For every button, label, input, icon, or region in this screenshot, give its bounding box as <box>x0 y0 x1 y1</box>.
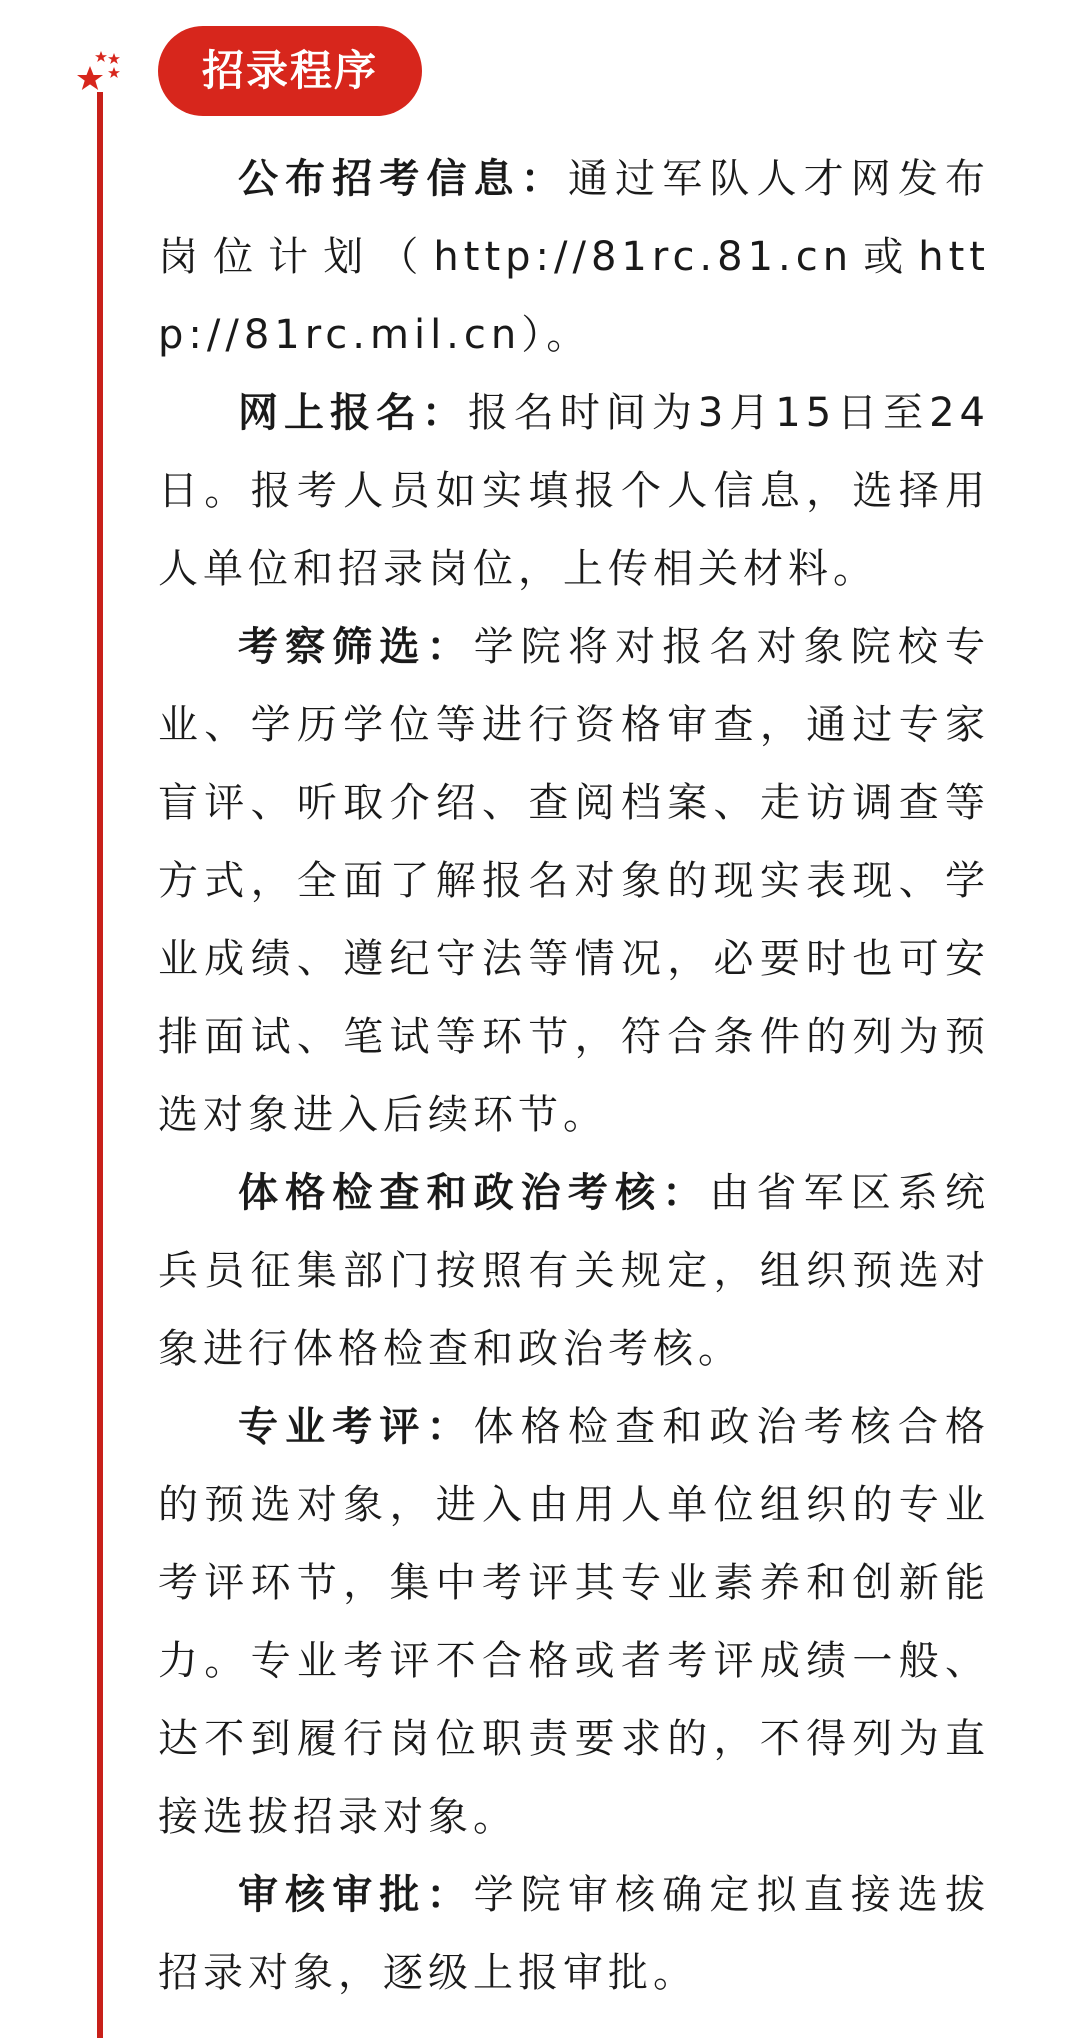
paragraph-text: 学院审核确定拟直接选拔招录对象，逐级上报审批。 <box>158 1872 991 1996</box>
paragraph-screening <box>158 608 990 1154</box>
paragraph-text: 通过军队人才网发布岗位计划（http://81rc.81.cn或http://81rc.mil.cn）。 <box>158 156 991 358</box>
paragraph-text: 学院将对报名对象院校专业、学历学位等进行资格审查，通过专家盲评、听取介绍、查阅档案、走访调查等方式，全面了解报名对象的现实表现、学业成绩、遵纪守法等情况，必要时也可安排面试、笔试等环节，符合条件的列为预选对象进入后续环节。 <box>158 624 991 1138</box>
paragraph-heading: 专业考评： <box>238 1404 474 1450</box>
section-title-badge <box>158 26 422 116</box>
paragraph-heading: 网上报名： <box>238 390 468 436</box>
paragraph-text: 体格检查和政治考核合格的预选对象，进入由用人单位组织的专业考评环节，集中考评其专业素养和创新能力。专业考评不合格或者考评成绩一般、达不到履行岗位职责要求的，不得列为直接选拔招录对象。 <box>158 1404 991 1840</box>
paragraph-heading: 体格检查和政治考核： <box>238 1170 710 1216</box>
timeline-line <box>97 92 103 2038</box>
paragraph-text: 报名时间为3月15日至24日。报考人员如实填报个人信息，选择用人单位和招录岗位，上传相关材料。 <box>158 390 991 592</box>
star-cluster-icon <box>76 50 128 104</box>
paragraph-registration <box>158 374 990 608</box>
section-title: 招录程序 <box>201 46 378 95</box>
paragraph-text: 由省军区系统兵员征集部门按照有关规定，组织预选对象进行体格检查和政治考核。 <box>158 1170 991 1372</box>
paragraph-heading: 审核审批： <box>238 1872 474 1918</box>
paragraph-announce <box>158 140 990 374</box>
paragraph-medical-political <box>158 1154 990 1388</box>
paragraph-heading: 公布招考信息： <box>238 156 568 202</box>
article-body <box>158 140 990 2012</box>
paragraph-approval <box>158 1856 990 2012</box>
paragraph-professional-review <box>158 1388 990 1856</box>
paragraph-heading: 考察筛选： <box>238 624 474 670</box>
